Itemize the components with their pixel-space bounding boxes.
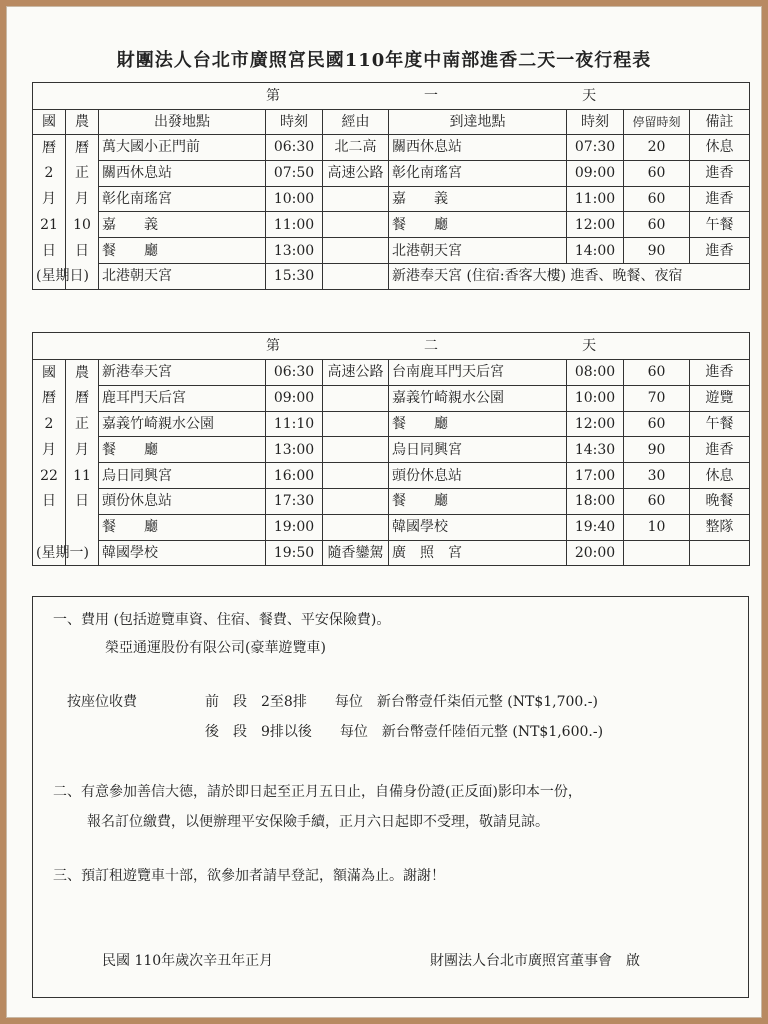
via-cell: 隨香鑾駕 bbox=[323, 540, 389, 566]
depart-cell: 關西休息站 bbox=[99, 160, 266, 186]
depart-cell: 萬大國小正門前 bbox=[99, 135, 266, 161]
header-via: 經由 bbox=[323, 110, 389, 135]
side-label-right: 農 bbox=[66, 360, 99, 386]
side-label-left: 月 bbox=[33, 186, 66, 212]
note-item2-line2: 報名訂位繳費，以便辦理平安保險手續，正月六日起即不受理，敬請見諒。 bbox=[87, 814, 549, 830]
time-cell: 09:00 bbox=[266, 385, 323, 411]
note-cell bbox=[690, 540, 750, 566]
header-arrive: 到達地點 bbox=[389, 110, 567, 135]
arrive-time-cell: 10:00 bbox=[567, 385, 624, 411]
via-cell bbox=[323, 488, 389, 514]
table-row bbox=[33, 411, 750, 437]
arrive-cell: 關西休息站 bbox=[389, 135, 567, 161]
day2-schedule-table bbox=[32, 332, 750, 566]
table-row bbox=[33, 263, 750, 289]
day2-title: 第 二 天 bbox=[33, 333, 750, 360]
note-cell: 休息 bbox=[690, 463, 750, 489]
header-stay: 停留時刻 bbox=[624, 110, 690, 135]
note-cell: 遊覽 bbox=[690, 385, 750, 411]
stay-cell bbox=[624, 540, 690, 566]
arrive-time-cell: 12:00 bbox=[567, 411, 624, 437]
table-row bbox=[33, 514, 750, 540]
arrive-time-cell: 07:30 bbox=[567, 135, 624, 161]
arrive-cell: 烏日同興宮 bbox=[389, 437, 567, 463]
time-cell: 06:30 bbox=[266, 360, 323, 386]
arrive-time-cell: 14:00 bbox=[567, 238, 624, 264]
header-arrive-time: 時刻 bbox=[567, 110, 624, 135]
stay-cell: 60 bbox=[624, 411, 690, 437]
table-row bbox=[33, 540, 750, 566]
side-label-left: (星期日) bbox=[33, 263, 66, 289]
arrive-time-cell: 12:00 bbox=[567, 212, 624, 238]
note-cell: 午餐 bbox=[690, 212, 750, 238]
stay-cell: 60 bbox=[624, 160, 690, 186]
arrive-time-cell: 19:40 bbox=[567, 514, 624, 540]
header-depart: 出發地點 bbox=[99, 110, 266, 135]
side-label-left: 2 bbox=[33, 160, 66, 186]
arrive-cell: 韓國學校 bbox=[389, 514, 567, 540]
via-cell bbox=[323, 463, 389, 489]
stay-cell: 60 bbox=[624, 360, 690, 386]
time-cell: 15:30 bbox=[266, 263, 323, 289]
side-label-right: 曆 bbox=[66, 385, 99, 411]
footer-organization: 財團法人台北市廣照宮董事會 啟 bbox=[430, 953, 640, 969]
arrive-cell: 餐 廳 bbox=[389, 411, 567, 437]
side-label-right: 正 bbox=[66, 160, 99, 186]
note-cell: 進香 bbox=[690, 437, 750, 463]
page-title: 財團法人台北市廣照宮民國110年度中南部進香二天一夜行程表 bbox=[116, 50, 652, 71]
time-cell: 13:00 bbox=[266, 437, 323, 463]
day1-title: 第 一 天 bbox=[33, 83, 750, 110]
header-col1: 國 bbox=[33, 110, 66, 135]
depart-cell: 韓國學校 bbox=[99, 540, 266, 566]
header-time: 時刻 bbox=[266, 110, 323, 135]
side-label-right bbox=[66, 514, 99, 540]
note-cell: 進香 bbox=[690, 238, 750, 264]
side-label-left: (星期一) bbox=[33, 540, 66, 566]
via-cell bbox=[323, 411, 389, 437]
document-page bbox=[6, 6, 762, 1018]
arrive-cell: 嘉 義 bbox=[389, 186, 567, 212]
arrive-time-cell: 20:00 bbox=[567, 540, 624, 566]
side-label-right: 月 bbox=[66, 186, 99, 212]
note-item3: 三、預訂租遊覽車十部，欲參加者請早登記，額滿為止。謝謝！ bbox=[53, 868, 445, 884]
note-item2-line1: 二、有意參加善信大德，請於即日起至正月五日止，自備身份證(正反面)影印本一份， bbox=[53, 784, 582, 800]
table-row bbox=[33, 186, 750, 212]
side-label-left: 曆 bbox=[33, 135, 66, 161]
side-label-left: 日 bbox=[33, 238, 66, 264]
side-label-right: 日 bbox=[66, 238, 99, 264]
stay-cell: 90 bbox=[624, 238, 690, 264]
arrive-cell: 廣 照 宮 bbox=[389, 540, 567, 566]
notes-box bbox=[32, 596, 749, 998]
depart-cell: 餐 廳 bbox=[99, 437, 266, 463]
side-label-left: 國 bbox=[33, 360, 66, 386]
time-cell: 07:50 bbox=[266, 160, 323, 186]
arrive-cell: 彰化南瑤宮 bbox=[389, 160, 567, 186]
arrive-cell: 台南鹿耳門天后宮 bbox=[389, 360, 567, 386]
depart-cell: 烏日同興宮 bbox=[99, 463, 266, 489]
side-label-right: 正 bbox=[66, 411, 99, 437]
arrive-time-cell: 17:00 bbox=[567, 463, 624, 489]
arrive-time-cell: 11:00 bbox=[567, 186, 624, 212]
stay-cell: 30 bbox=[624, 463, 690, 489]
table-row bbox=[33, 238, 750, 264]
time-cell: 11:00 bbox=[266, 212, 323, 238]
table-row bbox=[33, 160, 750, 186]
via-cell bbox=[323, 263, 389, 289]
depart-cell: 嘉義竹崎親水公園 bbox=[99, 411, 266, 437]
note-cell: 進香 bbox=[690, 160, 750, 186]
note-bus-company: 榮亞通運股份有限公司(豪華遊覽車) bbox=[105, 640, 326, 656]
time-cell: 11:10 bbox=[266, 411, 323, 437]
via-cell bbox=[323, 186, 389, 212]
arrive-cell: 頭份休息站 bbox=[389, 463, 567, 489]
arrive-cell: 嘉義竹崎親水公園 bbox=[389, 385, 567, 411]
arrive-cell: 北港朝天宮 bbox=[389, 238, 567, 264]
depart-cell: 新港奉天宮 bbox=[99, 360, 266, 386]
stay-cell: 70 bbox=[624, 385, 690, 411]
stay-cell: 60 bbox=[624, 186, 690, 212]
via-cell bbox=[323, 212, 389, 238]
note-front-price: 前 段 2至8排 每位 新台幣壹仟柒佰元整 (NT$1,700.-) bbox=[205, 694, 598, 710]
time-cell: 10:00 bbox=[266, 186, 323, 212]
depart-cell: 鹿耳門天后宮 bbox=[99, 385, 266, 411]
time-cell: 13:00 bbox=[266, 238, 323, 264]
day1-schedule-table bbox=[32, 82, 750, 290]
stay-cell: 60 bbox=[624, 212, 690, 238]
side-label-left bbox=[33, 514, 66, 540]
arrive-time-cell: 09:00 bbox=[567, 160, 624, 186]
table-row bbox=[33, 135, 750, 161]
via-cell bbox=[323, 514, 389, 540]
arrive-cell: 新港奉天宮 (住宿:香客大樓) 進香、晚餐、夜宿 bbox=[389, 263, 750, 289]
table-row bbox=[33, 212, 750, 238]
time-cell: 06:30 bbox=[266, 135, 323, 161]
side-label-right: 10 bbox=[66, 212, 99, 238]
depart-cell: 嘉 義 bbox=[99, 212, 266, 238]
side-label-left: 月 bbox=[33, 437, 66, 463]
time-cell: 17:30 bbox=[266, 488, 323, 514]
depart-cell: 北港朝天宮 bbox=[99, 263, 266, 289]
note-fee: 一、費用 (包括遊覽車資、住宿、餐費、平安保險費)。 bbox=[53, 612, 391, 628]
note-cell: 整隊 bbox=[690, 514, 750, 540]
side-label-right: 曆 bbox=[66, 135, 99, 161]
stay-cell: 90 bbox=[624, 437, 690, 463]
via-cell bbox=[323, 385, 389, 411]
side-label-left: 22 bbox=[33, 463, 66, 489]
depart-cell: 彰化南瑤宮 bbox=[99, 186, 266, 212]
via-cell bbox=[323, 437, 389, 463]
time-cell: 19:50 bbox=[266, 540, 323, 566]
footer-date: 民國 110年歲次辛丑年正月 bbox=[102, 953, 274, 969]
time-cell: 16:00 bbox=[266, 463, 323, 489]
time-cell: 19:00 bbox=[266, 514, 323, 540]
via-cell bbox=[323, 238, 389, 264]
arrive-cell: 餐 廳 bbox=[389, 212, 567, 238]
depart-cell: 餐 廳 bbox=[99, 514, 266, 540]
via-cell: 高速公路 bbox=[323, 160, 389, 186]
arrive-time-cell: 18:00 bbox=[567, 488, 624, 514]
note-cell: 晚餐 bbox=[690, 488, 750, 514]
header-col2: 農 bbox=[66, 110, 99, 135]
stay-cell: 20 bbox=[624, 135, 690, 161]
header-note: 備註 bbox=[690, 110, 750, 135]
side-label-left: 2 bbox=[33, 411, 66, 437]
note-cell: 午餐 bbox=[690, 411, 750, 437]
note-cell: 進香 bbox=[690, 360, 750, 386]
depart-cell: 餐 廳 bbox=[99, 238, 266, 264]
via-cell: 北二高 bbox=[323, 135, 389, 161]
stay-cell: 60 bbox=[624, 488, 690, 514]
stay-cell: 10 bbox=[624, 514, 690, 540]
table-row bbox=[33, 437, 750, 463]
note-cell: 休息 bbox=[690, 135, 750, 161]
side-label-right: 月 bbox=[66, 437, 99, 463]
table-row bbox=[33, 488, 750, 514]
arrive-time-cell: 08:00 bbox=[567, 360, 624, 386]
note-cell: 進香 bbox=[690, 186, 750, 212]
arrive-cell: 餐 廳 bbox=[389, 488, 567, 514]
side-label-left: 曆 bbox=[33, 385, 66, 411]
side-label-left: 日 bbox=[33, 488, 66, 514]
depart-cell: 頭份休息站 bbox=[99, 488, 266, 514]
note-seat-label: 按座位收費 bbox=[67, 694, 137, 710]
table-row bbox=[33, 463, 750, 489]
via-cell: 高速公路 bbox=[323, 360, 389, 386]
arrive-time-cell: 14:30 bbox=[567, 437, 624, 463]
note-back-price: 後 段 9排以後 每位 新台幣壹仟陸佰元整 (NT$1,600.-) bbox=[205, 724, 604, 740]
table-row bbox=[33, 360, 750, 386]
table-row bbox=[33, 385, 750, 411]
side-label-left: 21 bbox=[33, 212, 66, 238]
side-label-right: 11 bbox=[66, 463, 99, 489]
side-label-right: 日 bbox=[66, 488, 99, 514]
